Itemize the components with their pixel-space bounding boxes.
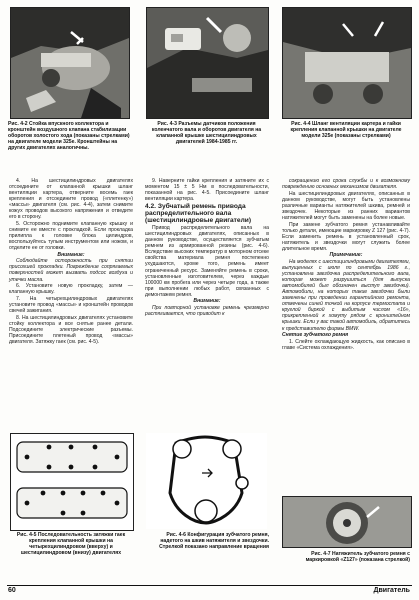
note-text: На моделях с шестицилиндровыми двигателями, выпущенных с июля по сентябрь 1986 г., установлена звездочка распределительного вала, которая может разрушиться (для выпуска автомобилей был обозначен выступ звездочки). Автомобили, на которых такие звездочки были заменены при проведении гарантийного ремонта, отмечены синей точкой на корпусе термостата и круглой биркой с выбитым числом «16», прикрепленной к хомуту рядом с кронштейном крышки. Если у вас такой автомобиль, обратитесь к представителю фирмы BMW. [282,258,410,332]
fig-4-5-caption: Рис. 4-5 Последовательность затяжки гаек крепления клапанной крышки на четырехцилиндровом (вверху) и шестицилиндровом (внизу) двигателях [16,532,126,557]
note-heading: Примечание: [329,252,363,259]
warning-text: При повторной установке ремень чрезмерно растягивается, что приводит к [145,304,269,318]
text-column-1 [9,178,133,345]
paragraph: 9. Наверните гайки крепления и затяните их с моментом 15 ± 5 Нм в последовательности, показанной на рис. 4-5. Присоедините шланг вентиляции картера. [145,178,269,203]
paragraph: 8. На шестицилиндровых двигателях установите стойку коллектора и все снятые ранее детали. Подсоедините электрические разъемы. Присоедините плетеный провод «массы» двигателя. Затяжку гаек (см. рис. 4-5). [9,314,133,345]
fig-4-3-caption: Рис. 4-3 Разъемы датчиков положения коленчатого вала и оборотов двигателя на клапанной крышке шестицилиндровых двигателей 1984-1985 гг. [151,121,262,146]
fig-4-2-caption: Рис. 4-2 Стойка впускного коллектора и кронштейн воздушного клапана стабилизации оборотов холостого хода (показаны стрелками) на двигателе модели 325е. Кронштейны на других двигателях аналогичны. [8,121,130,152]
subsection-heading: Снятие зубчатого ремня [282,332,349,339]
text-column-3 [282,178,410,351]
paragraph: 4. На шестицилиндровых двигателях отсоедините от клапанной крышки шланг вентиляции картера, отверните восемь гаек крепления и отсоедините провод («плетенку») «массы» двигателя (см. рис. 4-4), затем снимите кожух проводов высокого напряжения и отведите его в сторону. [9,178,133,221]
paragraph: На шестицилиндровых двигателях, описанных в данном руководстве, могут быть установлены различные варианты натяжителей шкива, ремней и звездочек. Некоторые из ранних вариантов натяжителей могут быть заменены на более новые. [282,190,410,221]
fig-4-4-caption: Рис. 4-4 Шланг вентиляции картера и гайки крепления клапанной крышки на двигателе модели 325е (показаны стрелками) [290,121,402,140]
section-title: Двигатель [373,587,410,594]
fig-4-2-photo [10,7,130,119]
footer-rule [7,585,412,586]
fig-4-4-photo [282,7,412,119]
fig-4-6-caption: Рис. 4-6 Конфигурация зубчатого ремня, надетого на шкив натяжителя и звездочки. Стрелкой показано направление вращения [159,532,269,551]
page-number: 60 [8,587,16,594]
warning-text: Соблюдайте осторожность при снятии присохшей прокладки. Повреждение сопрягаемых поверхностей может вызвать подсос воздуха и утечки масла. [9,258,133,283]
fig-4-5-diagram [10,433,134,531]
paragraph: При замене зубчатого ремня устанавливайте только детали, имеющие маркировку Z 127 (рис. 4-7). Если заменить ремень в установленный срок, натяжитель и звездочки могут служить более длительное время. [282,221,410,252]
paragraph: 5. Осторожно поднимите клапанную крышку и снимите ее вместе с прокладкой. Если прокладка прилипла к головке блока цилиндров, воспользуйтесь тупым инструментом или ножом, и отделите ее от головки. [9,220,133,252]
fig-4-3-photo [146,7,269,119]
paragraph: 7. На четырехцилиндровых двигателях установите провод «массы» и кронштейн проводов свечей зажигания. [9,295,133,314]
paragraph: 6. Установите новую прокладку, затем — клапанную крышку. [9,283,133,296]
fig-4-7-caption: Рис. 4-7 Натяжитель зубчатого ремня с маркировкой «Z127» (показана стрелкой) [305,551,410,564]
paragraph: Привод распределительного вала на шестицилиндровых двигателях, описанных в данном руководстве, осуществляется зубчатым ремнем из армированной резины (рис. 4-6). Вследствие высоких температур в моторном отсеке свойства материала ремня постепенно ухудшаются, кроме того, ремень имеет ограниченный ресурс. Заменяйте ремень в сроки, установленные изготовителем, через каждые 100000 км пробега или через четыре года, а также при выполнении любых работ, связанных с демонтажем ремня. [145,225,269,298]
paragraph: 1. Слейте охлаждающую жидкость, как описано в главе «Система охлаждения». [282,338,410,351]
fig-4-6-diagram [146,433,267,529]
section-heading: 4.2. Зубчатый ремень привода распределительного вала (шестицилиндровые двигатели) [145,203,252,225]
paragraph: сокращению его срока службы и к возможному повреждению основных механизмов двигателя. [282,178,410,191]
warning-heading: Внимание: [193,298,221,305]
text-column-2 [145,178,269,318]
warning-heading: Внимание: [57,251,85,258]
fig-4-7-photo [282,496,412,548]
